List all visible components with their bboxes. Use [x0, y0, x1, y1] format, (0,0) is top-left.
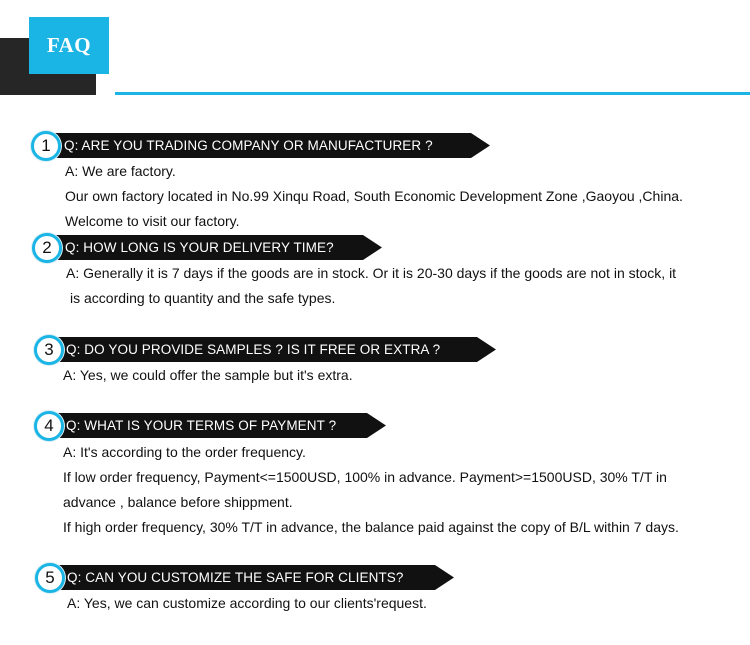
answer-4-line-1: A: It's according to the order frequency. — [63, 444, 306, 460]
answer-1-line-3: Welcome to visit our factory. — [65, 213, 240, 229]
answer-3-line-1: A: Yes, we could offer the sample but it's extra. — [63, 367, 353, 383]
header-divider — [115, 92, 750, 95]
number-badge-3: 3 — [34, 335, 64, 365]
answer-1-line-1: A: We are factory. — [65, 163, 176, 179]
answer-2-line-2: is according to quantity and the safe types. — [70, 290, 336, 306]
answer-5-line-1: A: Yes, we can customize according to our clients'request. — [67, 595, 427, 611]
answer-1-line-2: Our own factory located in No.99 Xinqu Road, South Economic Development Zone ,Gaoyou ,China. — [65, 188, 683, 204]
answer-4-line-2: If low order frequency, Payment<=1500USD, 100% in advance. Payment>=1500USD, 30% T/T in — [63, 469, 667, 485]
answer-4-line-3: advance , balance before shippment. — [63, 494, 293, 510]
question-3: Q: DO YOU PROVIDE SAMPLES ? IS IT FREE OR EXTRA ? — [66, 342, 441, 357]
answer-4-line-4: If high order frequency, 30% T/T in advance, the balance paid against the copy of B/L within 7 days. — [63, 519, 679, 535]
question-5: Q: CAN YOU CUSTOMIZE THE SAFE FOR CLIENTS? — [67, 570, 404, 585]
question-1: Q: ARE YOU TRADING COMPANY OR MANUFACTURER ? — [64, 138, 433, 153]
question-4: Q: WHAT IS YOUR TERMS OF PAYMENT ? — [66, 418, 337, 433]
number-badge-4: 4 — [34, 411, 64, 441]
number-badge-5: 5 — [35, 563, 65, 593]
number-badge-2: 2 — [32, 233, 62, 263]
faq-title: FAQ — [29, 17, 109, 74]
question-2: Q: HOW LONG IS YOUR DELIVERY TIME? — [65, 240, 334, 255]
number-badge-1: 1 — [31, 131, 61, 161]
answer-2-line-1: A: Generally it is 7 days if the goods are in stock. Or it is 20-30 days if the goods are not in stock, it — [66, 265, 677, 281]
